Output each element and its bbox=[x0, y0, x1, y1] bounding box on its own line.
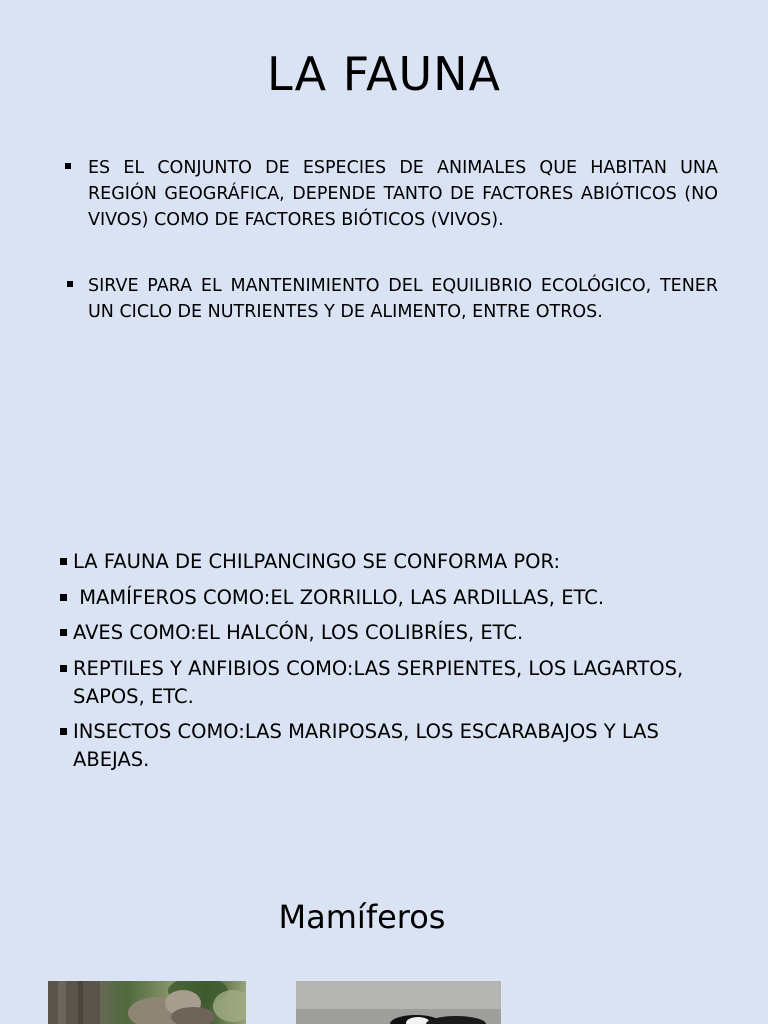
intro-item-text: ES EL CONJUNTO DE ESPECIES DE ANIMALES QUE HABITAN UNA REGIÓN GEOGRÁFICA, DEPENDE TANTO DE FACTORES ABIÓTICOS (NO VIVOS) COMO DE FACTORES BIÓTICOS (VIVOS). bbox=[88, 158, 718, 230]
list-item-text: LA FAUNA DE CHILPANCINGO SE CONFORMA POR: bbox=[73, 550, 561, 573]
skunk-image-icon bbox=[296, 981, 501, 1024]
intro-list bbox=[62, 155, 718, 325]
section-title: Mamíferos bbox=[278, 898, 446, 936]
square-bullet-icon bbox=[60, 665, 67, 672]
square-bullet-icon bbox=[65, 163, 71, 169]
list-item-text: AVES COMO:EL HALCÓN, LOS COLIBRÍES, ETC. bbox=[73, 621, 524, 644]
intro-item-text: SIRVE PARA EL MANTENIMIENTO DEL EQUILIBRIO ECOLÓGICO, TENER UN CICLO DE NUTRIENTES Y DE ALIMENTO, ENTRE OTROS. bbox=[88, 276, 718, 322]
page-title: LA FAUNA bbox=[266, 47, 502, 101]
list-item bbox=[60, 718, 720, 774]
squirrel-image-icon bbox=[48, 981, 246, 1024]
square-bullet-icon bbox=[60, 558, 67, 565]
squirrel-photo bbox=[48, 981, 246, 1024]
list-item bbox=[60, 619, 720, 647]
fauna-list bbox=[60, 548, 720, 782]
intro-item bbox=[62, 273, 718, 325]
list-item-text: INSECTOS COMO:LAS MARIPOSAS, LOS ESCARABAJOS Y LAS ABEJAS. bbox=[73, 720, 659, 771]
square-bullet-icon bbox=[60, 594, 67, 601]
list-item bbox=[60, 655, 720, 711]
skunk-photo bbox=[296, 981, 501, 1024]
square-bullet-icon bbox=[60, 728, 67, 735]
list-item bbox=[60, 584, 720, 612]
list-item-text: MAMÍFEROS COMO:EL ZORRILLO, LAS ARDILLAS, ETC. bbox=[73, 585, 605, 609]
square-bullet-icon bbox=[60, 629, 67, 636]
intro-item bbox=[62, 155, 718, 233]
list-item-text: REPTILES Y ANFIBIOS COMO:LAS SERPIENTES, LOS LAGARTOS, SAPOS, ETC. bbox=[73, 656, 684, 708]
list-item bbox=[60, 548, 720, 576]
square-bullet-icon bbox=[67, 281, 73, 287]
